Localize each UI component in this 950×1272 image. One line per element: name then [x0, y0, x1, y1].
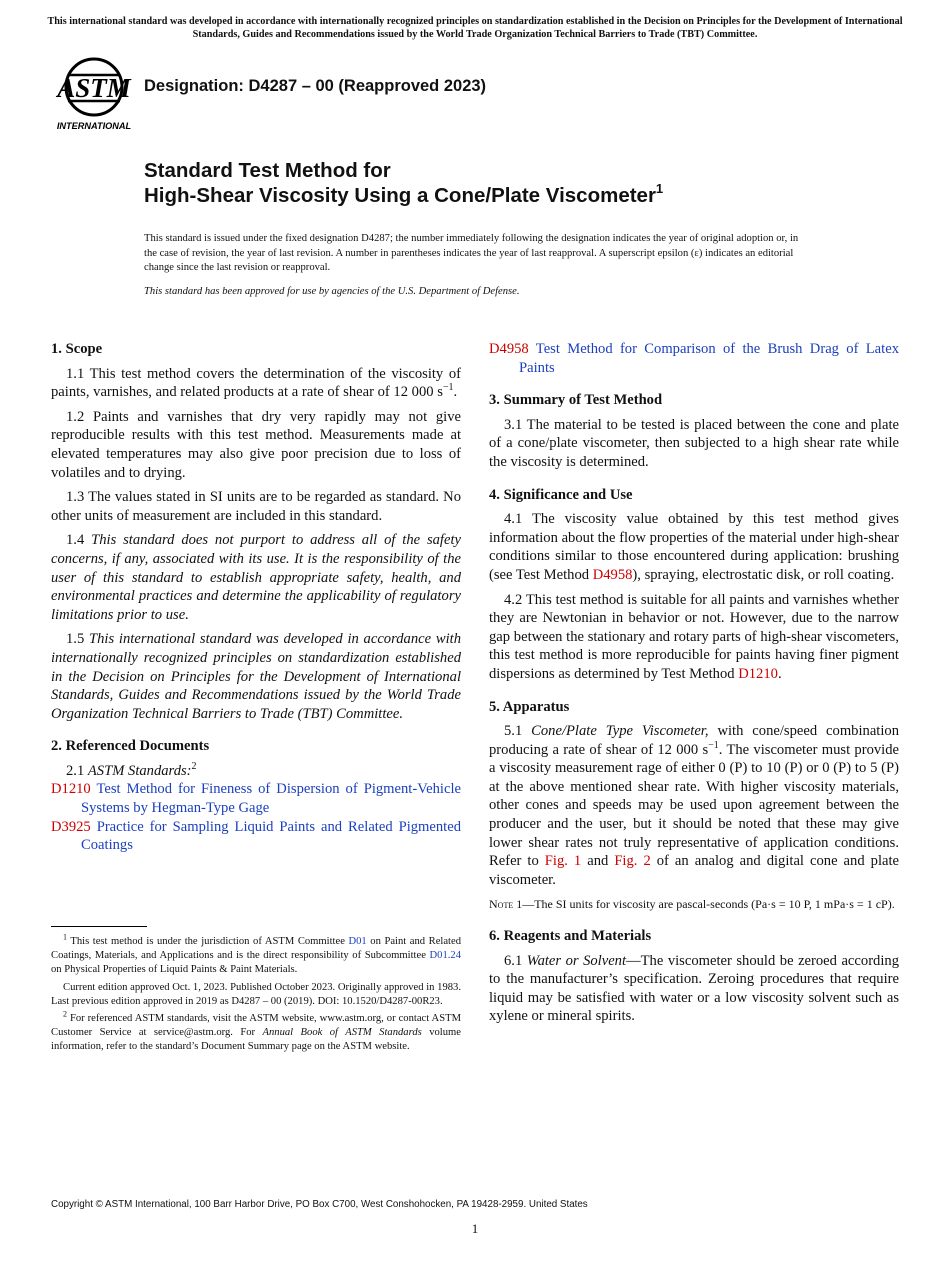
para-1-1-sup: −1 — [442, 382, 454, 394]
ref-title[interactable]: Practice for Sampling Liquid Paints and Related Pigmented Coatings — [81, 818, 462, 854]
ref-code[interactable]: D3925 — [51, 818, 91, 835]
page-number: 1 — [471, 1221, 479, 1236]
footnotes — [51, 932, 461, 1058]
title-line-2-text: High-Shear Viscosity Using a Cone/Plate Viscometer — [144, 184, 656, 207]
document-title — [144, 158, 663, 208]
section-1-heading: 1. Scope — [51, 341, 103, 357]
logo-subtext: INTERNATIONAL — [56, 121, 132, 131]
para-1-4 — [51, 531, 461, 624]
footnote-1-text-b: on Paint and Related Coatings, Materials, and Applications and is the direct responsibility of Subcommittee — [51, 936, 461, 962]
section-5-heading: 5. Apparatus — [489, 698, 570, 715]
para-6-1-text: —The viscometer should be zeroed according to the manufacturer’s specification. Zeroing procedures that require liquid may be satisfied with water or a low viscosity solvent such as xylene or mineral spirits. — [489, 952, 899, 1025]
footnote-1 — [51, 932, 461, 978]
left-column — [51, 340, 461, 855]
ref-title[interactable]: Test Method for Comparison of the Brush Drag of Latex Paints — [519, 341, 899, 376]
fig-1-link[interactable]: Fig. 1 — [544, 853, 582, 870]
para-4-1-text-a: 4.1 The viscosity value obtained by this test method gives information about the flow properties of the material under high-shear conditions similar to those encountered during application: brushing (see Test Method — [489, 511, 899, 583]
top-notice: This international standard was developed in accordance with internationally recognized principles on standardization established in the Decision on Principles for the Development of International Standards, Guides and Recommendations issued by the World Trade Organization Technical Barriers to Trade (TBT) Committee. — [47, 16, 903, 40]
d1210-link[interactable]: D1210 — [738, 665, 778, 682]
footnote-divider — [51, 926, 147, 927]
section-3-heading: 3. Summary of Test Method — [489, 392, 663, 409]
para-1-4-num: 1.4 — [66, 532, 92, 549]
para-4-1 — [489, 510, 899, 584]
para-1-4-text: This standard does not purport to address all of the safety concerns, if any, associated with its use. It is the responsibility of the user of this standard to establish appropriate safety, health, and environmental practices and determine the applicability of regulatory limitations prior to use. — [51, 532, 461, 623]
note-1-label: Note 1 — [489, 897, 523, 912]
para-5-1-text-b: . The viscometer must provide a viscosity measurement rage of either 0 (P) to 10 (P) or 0 (P) to 5 (P) at the above mentioned shear rate. With higher viscosity materials, other cones and speeds may be used upon agreement between the producer and the user, but it should be noted that these may give lower shear rates not truly representative of application conditions. Refer to — [489, 741, 899, 870]
section-2-heading: 2. Referenced Documents — [51, 738, 210, 755]
title-line-2 — [144, 183, 663, 208]
para-5-1 — [489, 722, 899, 889]
title-line-1: Standard Test Method for — [144, 159, 391, 182]
para-2-1-num: 2.1 — [66, 762, 88, 779]
right-column — [489, 340, 899, 1032]
para-1-3: 1.3 The values stated in SI units are to be regarded as standard. No other units of measurement are included in this standard. — [51, 489, 461, 524]
para-3-1: 3.1 The material to be tested is placed between the cone and plate of a cone/plate viscometer, then subjected to a high shear rate while the viscosity is determined. — [489, 416, 899, 470]
para-1-1-text: 1.1 This test method covers the determination of the viscosity of paints, varnishes, and related products at a rate of shear of 12 000 s — [51, 365, 461, 401]
committee-link[interactable]: D01 — [348, 936, 367, 947]
section-4-heading: 4. Significance and Use — [489, 486, 633, 503]
section-6-heading: 6. Reagents and Materials — [489, 928, 652, 945]
note-1 — [489, 897, 899, 913]
ref-d3925[interactable] — [51, 818, 461, 855]
ref-d4958[interactable] — [489, 340, 899, 377]
para-6-1-num: 6.1 — [504, 952, 527, 969]
logo-letters: ASTM — [57, 73, 131, 103]
para-4-1-text-b: ), spraying, electrostatic disk, or roll coating. — [632, 566, 895, 583]
ref-title[interactable]: Test Method for Fineness of Dispersion of Pigment-Vehicle Systems by Hegman-Type Gage — [81, 781, 461, 817]
para-4-2 — [489, 591, 899, 684]
footnote-1-text-c: on Physical Properties of Liquid Paints & Paint Materials. — [51, 964, 298, 976]
footnote-2-marker: 2 — [63, 1009, 67, 1019]
para-1-1-end: . — [453, 384, 458, 401]
footnote-2 — [51, 1009, 461, 1055]
para-1-5-text: This international standard was developed in accordance with internationally recognized principles on standardization established in the Decision on Principles for the Development of International Standards, Guides and Recommendations issued by the World Trade Organization Technical Barriers to Trade (TBT) Committee. — [51, 631, 462, 722]
note-1-text: —The SI units for viscosity are pascal-seconds (Pa·s = 10 P, 1 mPa·s = 1 cP). — [522, 897, 895, 912]
para-6-1 — [489, 952, 899, 1026]
ref-code[interactable]: D4958 — [489, 341, 529, 357]
para-1-5 — [51, 630, 461, 723]
ref-d1210[interactable] — [51, 780, 461, 817]
para-1-2: 1.2 Paints and varnishes that dry very rapidly may not give reproducible results with this test method. Measurements made at elevated temperatures may also give poor precision due to loss of volatiles and to drying. — [51, 408, 461, 481]
para-6-1-term: Water or Solvent — [526, 952, 627, 969]
para-4-2-text-a: 4.2 This test method is suitable for all paints and varnishes whether they are Newtonian in behavior or not. However, due to the narrow gap between the stationary and rotary parts of high-shear viscometers, this test method is more reproducible for paints having finer pigment dispersions as determined by Test Method — [489, 591, 899, 682]
footnote-2-text-b: volume information, refer to the standard’s Document Summary page on the ASTM website. — [51, 1027, 461, 1053]
footnote-2-italic: Annual Book of ASTM Standards — [262, 1027, 422, 1039]
designation: Designation: D4287 – 00 (Reapproved 2023) — [144, 77, 487, 95]
para-2-1-sup: 2 — [191, 761, 197, 773]
fig-2-link[interactable]: Fig. 2 — [614, 853, 651, 870]
copyright: Copyright © ASTM International, 100 Barr Harbor Drive, PO Box C700, West Conshohocken, PA 19428-2959. United States — [51, 1199, 588, 1210]
para-1-1 — [51, 365, 461, 402]
para-4-2-text-b: . — [777, 665, 782, 682]
para-1-5-num: 1.5 — [66, 631, 90, 648]
title-footnote-marker: 1 — [655, 181, 664, 196]
astm-logo — [52, 56, 136, 132]
issued-note: This standard is issued under the fixed designation D4287; the number immediately following the designation indicates the year of original adoption or, in the case of revision, the year of last revision. A number in parentheses indicates the year of last reapproval. A superscript epsilon (ε) indicates an editorial change since the last revision or reapproval. — [144, 233, 799, 274]
para-2-1-text: ASTM Standards: — [87, 762, 192, 779]
para-2-1 — [51, 762, 461, 781]
approved-note: This standard has been approved for use by agencies of the U.S. Department of Defense. — [144, 286, 520, 297]
footnote-1-marker: 1 — [63, 932, 67, 942]
ref-code[interactable]: D1210 — [51, 781, 91, 798]
footnote-2-text-a: For referenced ASTM standards, visit the ASTM website, www.astm.org, or contact ASTM Customer Service at service@astm.org. For — [51, 1013, 461, 1039]
subcommittee-link[interactable]: D01.24 — [429, 950, 461, 962]
para-5-1-text-a: with cone/speed combination producing a rate of shear of 12 000 s — [489, 723, 899, 758]
para-5-1-text-d: of an analog and digital cone and plate viscometer. — [489, 853, 900, 888]
para-5-1-sup: −1 — [708, 739, 719, 751]
d4958-link[interactable]: D4958 — [592, 566, 633, 583]
footnote-edition: Current edition approved Oct. 1, 2023. Published October 2023. Originally approved in 1983. Last previous edition approved in 2019 as D4287 – 00 (2019). DOI: 10.1520/D4287-00R23. — [51, 981, 461, 1007]
footnote-1-text-a: This test method is under the jurisdiction of ASTM Committee — [67, 936, 349, 947]
para-5-1-term: Cone/Plate Type Viscometer, — [531, 723, 709, 740]
para-5-1-text-c: and — [581, 853, 615, 870]
para-5-1-num: 5.1 — [504, 723, 532, 740]
astm-logo-icon — [52, 56, 136, 132]
